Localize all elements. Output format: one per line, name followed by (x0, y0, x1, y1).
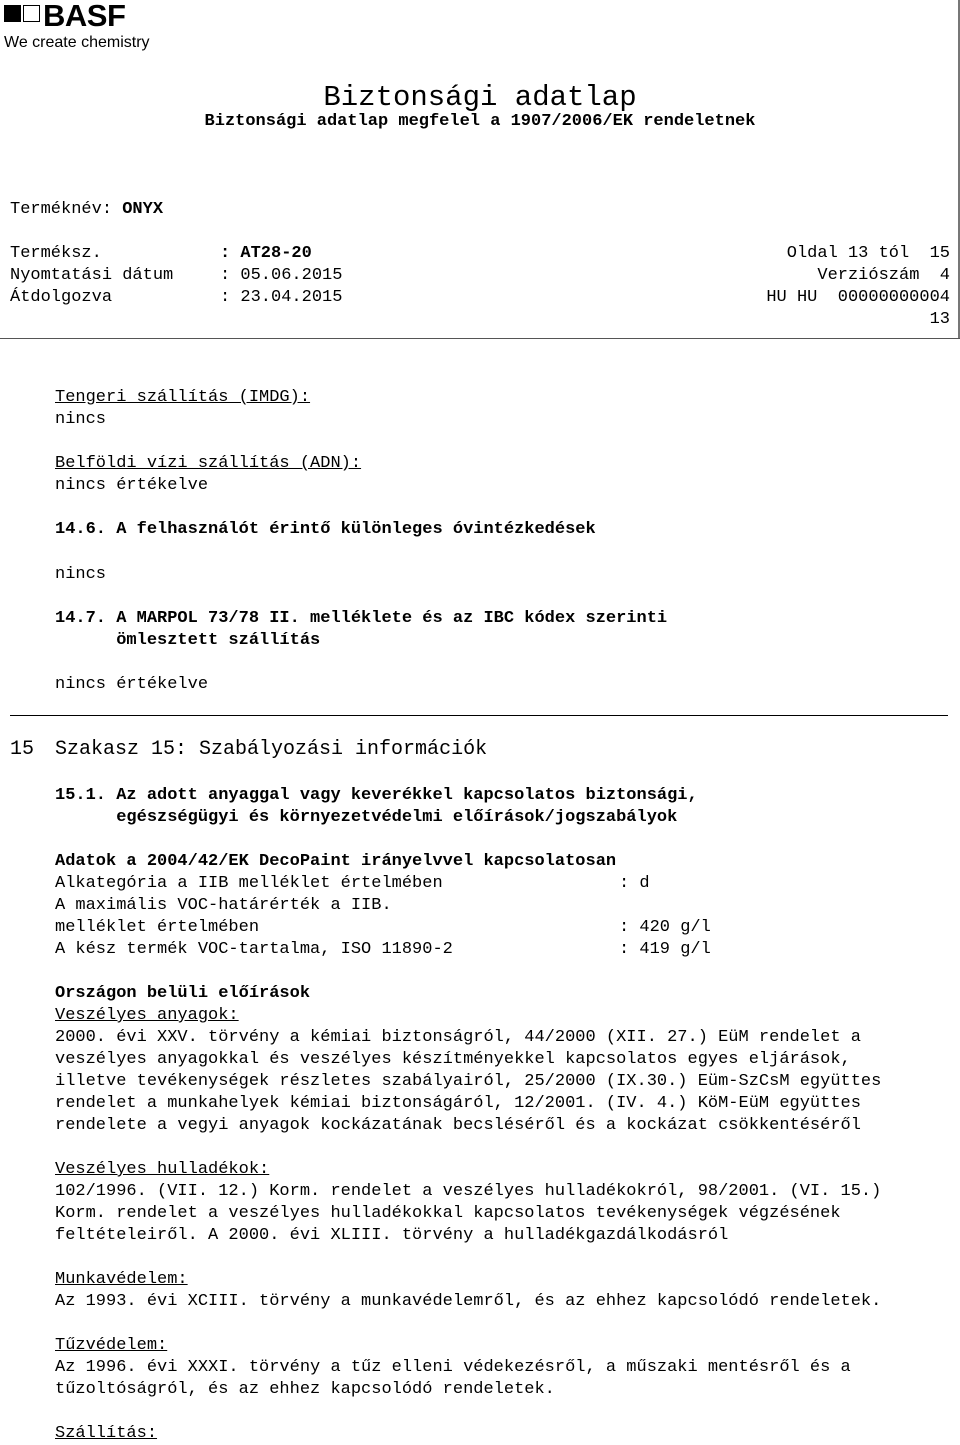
deco-row-label: A maximális VOC-határérték a IIB. (55, 896, 392, 915)
revised-label: Átdolgozva (10, 288, 113, 307)
hazardous-line: veszélyes anyagokkal és veszélyes készítményekkel kapcsolatos egyes eljárások, (55, 1050, 851, 1069)
waste-line: feltételeiről. A 2000. évi XLIII. törvény a hulladékgazdálkodásról (55, 1226, 729, 1245)
section-divider (10, 715, 948, 716)
logo-squares-icon (4, 5, 40, 30)
code-value: : AT28-20 (220, 244, 312, 263)
adn-label: Belföldi vízi szállítás (ADN): (55, 454, 362, 473)
deco-row-label: melléklet értelmében (55, 918, 260, 937)
product-name-row (10, 199, 950, 221)
imdg-value: nincs (55, 410, 107, 429)
waste-line: Korm. rendelet a veszélyes hulladékokkal kapcsolatos tevékenységek végzésének (55, 1204, 841, 1223)
page-number: Oldal 13 tól 15 (786, 244, 950, 263)
section-15-1-title-line1: 15.1. Az adott anyaggal vagy keverékkel kapcsolatos biztonsági, (55, 786, 698, 805)
hazardous-waste-label: Veszélyes hulladékok: (55, 1160, 270, 1179)
section-15-heading (10, 738, 487, 762)
section-14-7-value: nincs értékelve (55, 675, 209, 694)
product-value: ONYX (122, 200, 164, 219)
section-14-7-title-line2: ömlesztett szállítás (55, 631, 321, 650)
section-14-6-title: 14.6. A felhasználót érintő különleges óvintézkedések (55, 520, 596, 539)
adn-value: nincs értékelve (55, 476, 209, 495)
logo-wordmark: BASF (43, 0, 126, 33)
hazardous-line: illetve tevékenységek részletes szabályairól, 25/2000 (IX.30.) Eüm-SzCsM együttes (55, 1072, 882, 1091)
document-id: HU HU 00000000004 (766, 288, 950, 307)
waste-line: 102/1996. (VII. 12.) Korm. rendelet a veszélyes hulladékokról, 98/2001. (VI. 15.) (55, 1182, 882, 1201)
imdg-label: Tengeri szállítás (IMDG): (55, 388, 311, 407)
document-title: Biztonsági adatlap (323, 81, 637, 114)
deco-row-label: A kész termék VOC-tartalma, ISO 11890-2 (55, 940, 453, 959)
product-label: Terméknév: (10, 200, 113, 219)
document-id-continued: 13 (929, 310, 950, 329)
section-14-6-value: nincs (55, 565, 107, 584)
basf-logo (4, 0, 150, 52)
deco-row-value: : 420 g/l (619, 918, 711, 937)
section-14-7-title-line1: 14.7. A MARPOL 73/78 II. melléklete és az IBC kódex szerinti (55, 609, 668, 628)
deco-row-label: Alkategória a IIB melléklet értelmében (55, 874, 443, 893)
header-divider (0, 338, 960, 339)
revised-value: : 23.04.2015 (220, 288, 343, 307)
deco-row-value: : 419 g/l (619, 940, 711, 959)
section-15-1-title-line2: egészségügyi és környezetvédelmi előírások/jogszabályok (55, 808, 678, 827)
national-regulations-title: Országon belüli előírások (55, 984, 311, 1003)
decopaint-title: Adatok a 2004/42/EK DecoPaint irányelvvel kapcsolatosan (55, 852, 617, 871)
fire-safety-line: Az 1996. évi XXXI. törvény a tűz elleni védekezésről, a műszaki mentésről és a (55, 1358, 851, 1377)
work-safety-line: Az 1993. évi XCIII. törvény a munkavédelemről, és az ehhez kapcsolódó rendeletek. (55, 1292, 882, 1311)
fire-safety-label: Tűzvédelem: (55, 1336, 168, 1355)
deco-row-value: : d (619, 874, 650, 893)
version-number: Verziószám 4 (817, 266, 950, 285)
code-label: Terméksz. (10, 244, 102, 263)
hazardous-substances-label: Veszélyes anyagok: (55, 1006, 239, 1025)
section-15-title: Szakasz 15: Szabályozási információk (55, 738, 488, 761)
hazardous-line: 2000. évi XXV. törvény a kémiai biztonságról, 44/2000 (XII. 27.) EüM rendelet a (55, 1028, 861, 1047)
fire-safety-line: tűzoltóságról, és az ehhez kapcsolódó rendeletek. (55, 1380, 555, 1399)
print-date-value: : 05.06.2015 (220, 266, 343, 285)
print-date-label: Nyomtatási dátum (10, 266, 174, 285)
document-subtitle: Biztonsági adatlap megfelel a 1907/2006/EK rendeletnek (204, 112, 756, 131)
section-15-number: 15 (10, 738, 35, 761)
work-safety-label: Munkavédelem: (55, 1270, 188, 1289)
transport-label: Szállítás: (55, 1424, 158, 1443)
hazardous-line: rendelete a vegyi anyagok kockázatának becsléséről és a kockázat csökkentéséről (55, 1116, 861, 1135)
logo-tagline: We create chemistry (4, 34, 150, 51)
hazardous-line: rendelet a munkahelyek kémiai biztonságáról, 12/2001. (IV. 4.) KöM-EüM együttes (55, 1094, 861, 1113)
